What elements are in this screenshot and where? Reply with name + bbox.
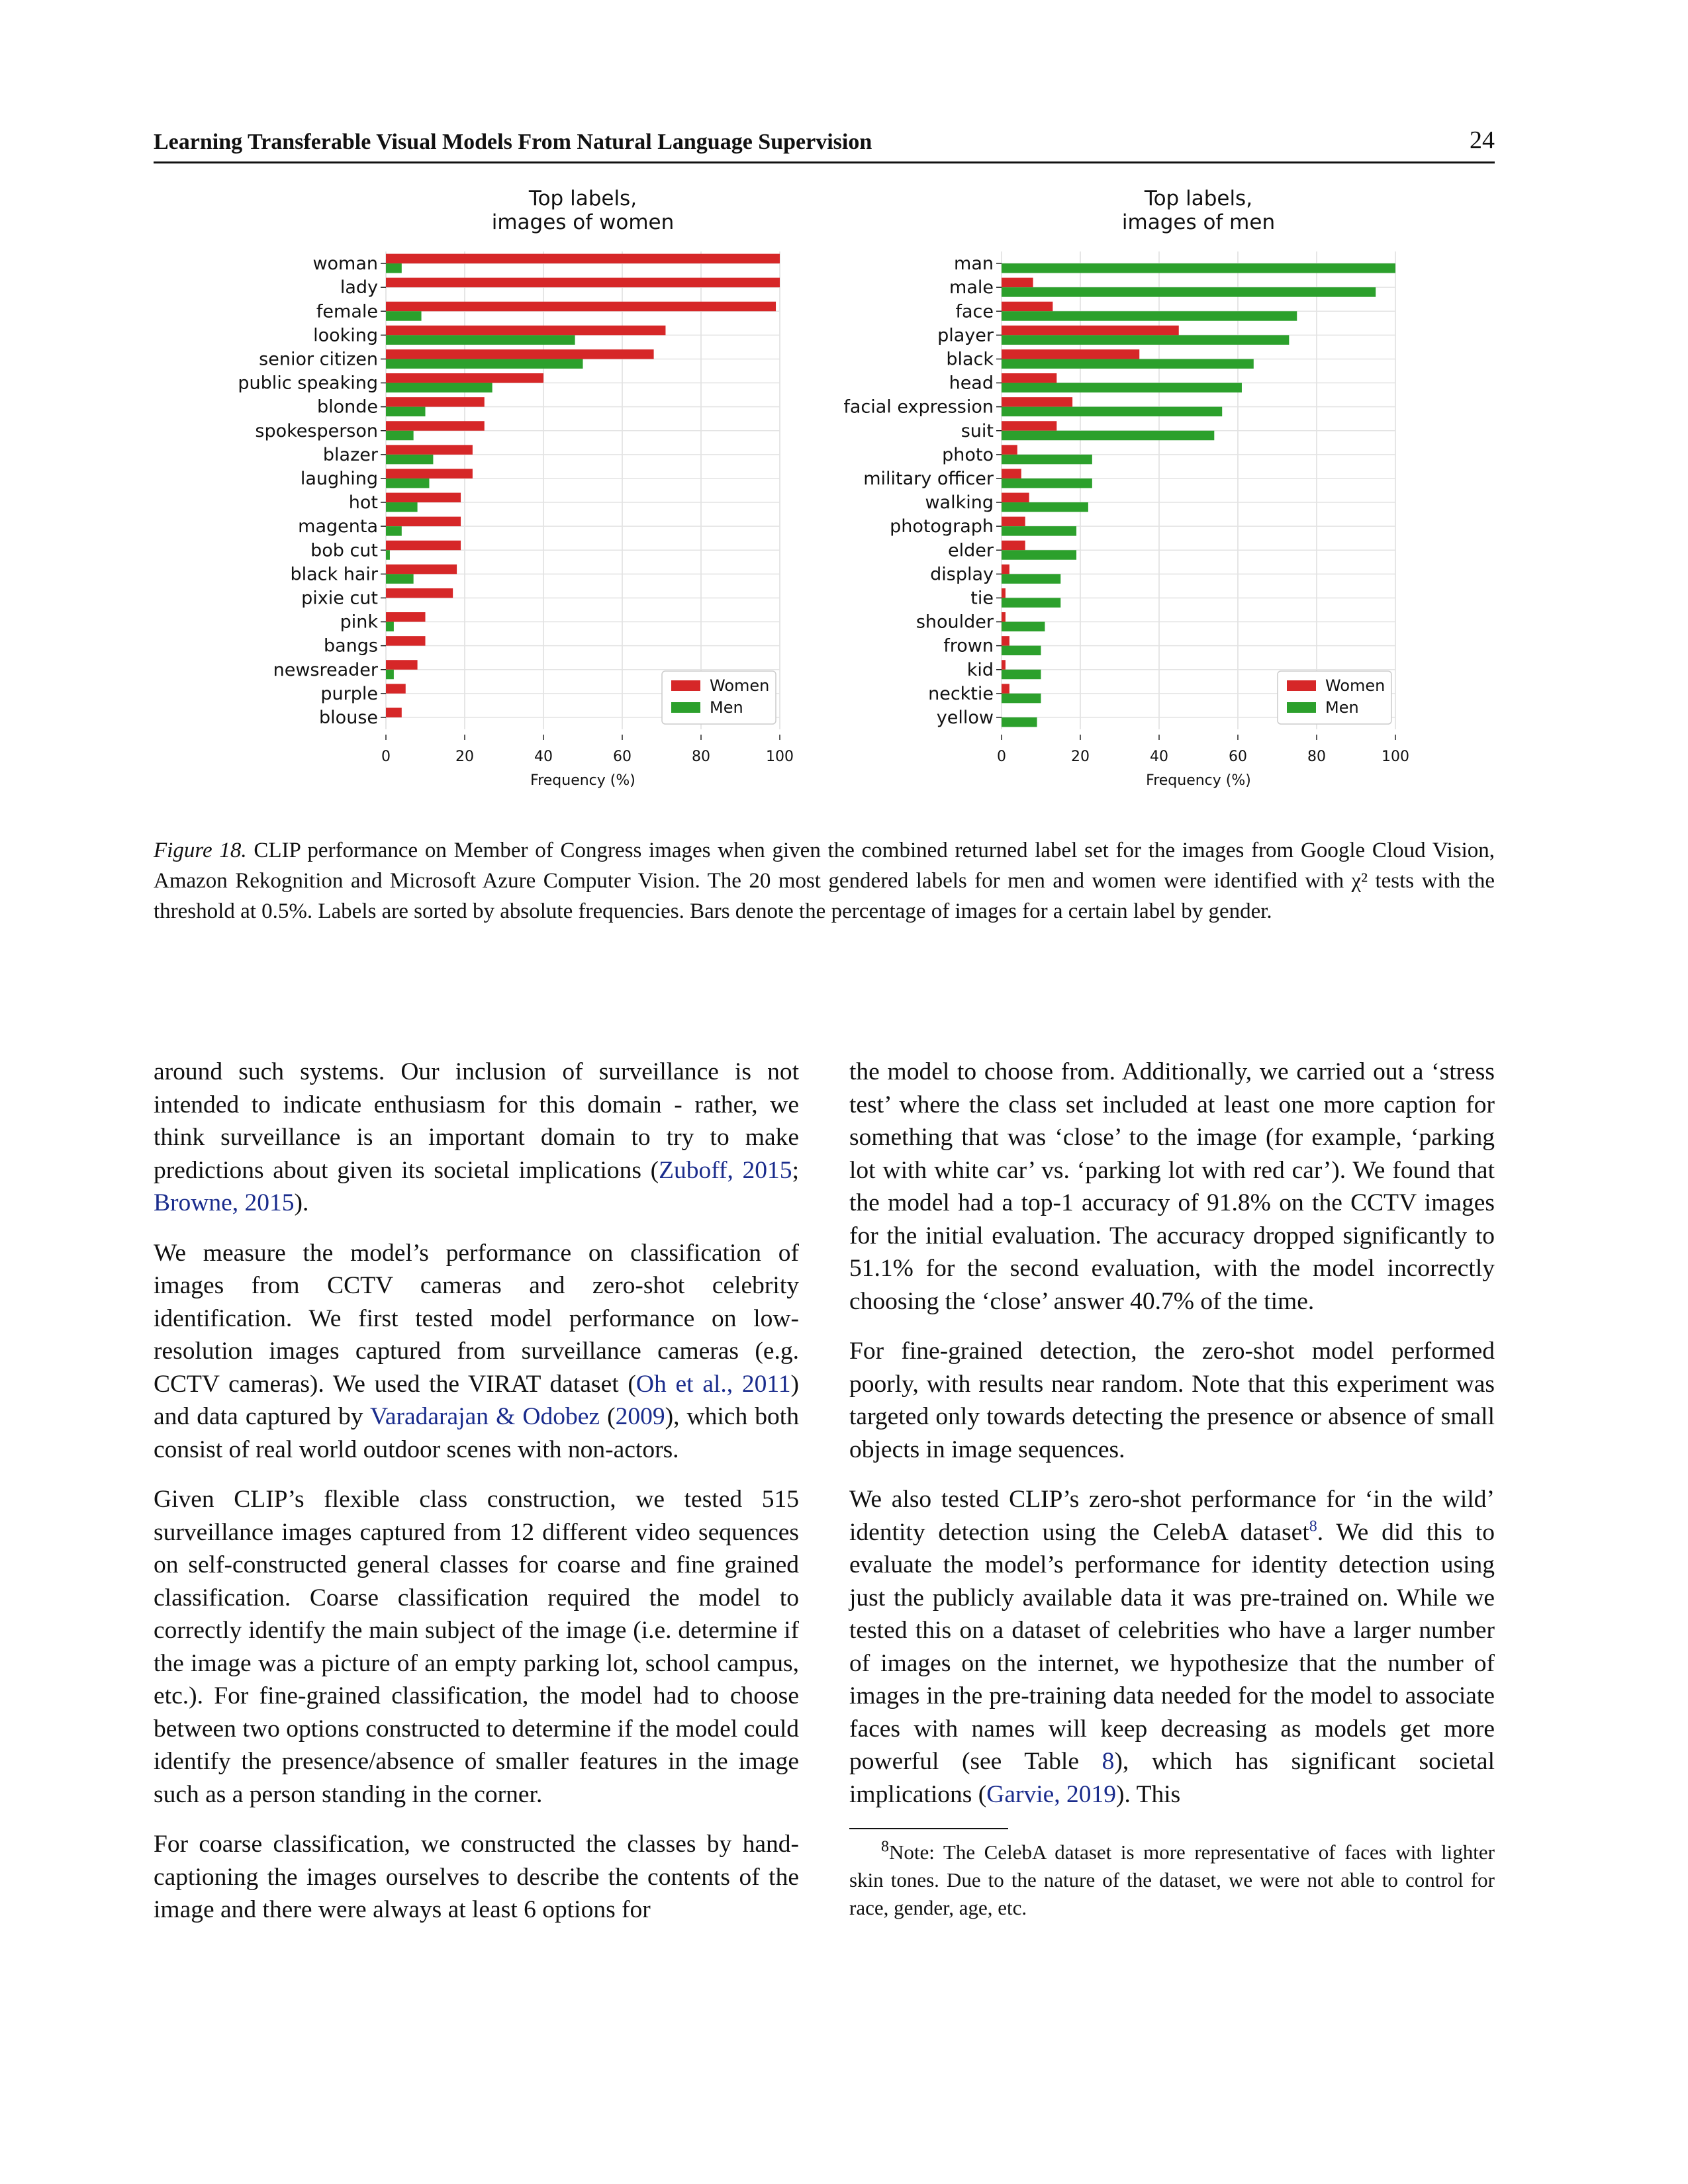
bar-women xyxy=(386,254,780,264)
legend-label: Men xyxy=(710,698,743,717)
x-tick-label: 40 xyxy=(534,749,553,765)
bar-men xyxy=(1002,622,1045,632)
x-tick-label: 100 xyxy=(1382,749,1409,765)
legend-swatch xyxy=(671,680,700,691)
bar-women xyxy=(386,421,485,431)
left-column xyxy=(154,1056,799,1944)
bar-men xyxy=(1002,502,1088,512)
bar-men xyxy=(386,574,414,584)
legend xyxy=(662,671,776,724)
text-run: ). xyxy=(294,1189,309,1216)
x-tick-label: 40 xyxy=(1150,749,1168,765)
bar-women xyxy=(386,445,473,455)
bar-men xyxy=(386,359,583,369)
x-tick-label: 60 xyxy=(1229,749,1247,765)
legend xyxy=(1278,671,1391,724)
bar-men xyxy=(1002,431,1214,441)
bar-men xyxy=(1002,407,1222,417)
text-run: . We did this to evaluate the model’s performance for identity detection using just the publicly available data it was pre-trained on. While we tested this on a dataset of celebrities who have a larger number of images on the internet, we hypothesize that the number of images in the pre-training data needed for the model to associate faces with names will keep decreasing as models get more powerful (see Table xyxy=(849,1518,1495,1775)
y-tick-label: laughing xyxy=(300,468,378,489)
y-tick-label: purple xyxy=(320,683,378,704)
x-tick-label: 20 xyxy=(1071,749,1090,765)
bar-men xyxy=(386,263,402,273)
footnote-link[interactable]: 8 xyxy=(1309,1518,1317,1535)
footnote-rule xyxy=(849,1828,1008,1829)
chart-title: images of men xyxy=(1121,210,1276,234)
bar-women xyxy=(386,636,426,646)
bar-men xyxy=(1002,646,1041,656)
y-tick-label: female xyxy=(316,301,378,322)
running-header xyxy=(154,126,1495,163)
bar-men xyxy=(1002,383,1242,393)
text-run: ( xyxy=(599,1403,616,1430)
y-tick-label: necktie xyxy=(928,683,994,704)
chart-men-labels xyxy=(761,185,1430,811)
paragraph xyxy=(154,1237,799,1467)
legend-swatch xyxy=(1287,680,1316,691)
y-tick-label: bangs xyxy=(323,635,378,657)
bar-men xyxy=(1002,550,1076,560)
footnote-mark: 8 xyxy=(881,1838,889,1856)
x-tick-label: 0 xyxy=(381,749,391,765)
y-tick-label: walking xyxy=(925,492,994,514)
figure-caption xyxy=(154,835,1495,927)
bar-men xyxy=(386,526,402,536)
y-tick-label: black hair xyxy=(290,564,378,585)
paragraph: For coarse classification, we constructed the classes by hand-captioning the images ourselves to describe the contents of the image and there were always at least 6 options for xyxy=(154,1831,799,1923)
y-tick-label: lady xyxy=(340,277,378,298)
bar-women xyxy=(386,373,543,383)
bar-women xyxy=(1002,517,1025,527)
bar-women xyxy=(1002,493,1029,503)
y-tick-label: player xyxy=(937,325,994,346)
right-column xyxy=(849,1056,1495,1939)
chart-title: Top labels, xyxy=(1144,187,1253,210)
bar-women xyxy=(1002,636,1009,646)
bar-men xyxy=(386,455,433,465)
x-tick-label: 80 xyxy=(1307,749,1326,765)
y-tick-label: newsreader xyxy=(273,659,378,680)
y-tick-label: blazer xyxy=(322,444,378,465)
text-run: ; xyxy=(792,1156,799,1184)
bar-men xyxy=(1002,670,1041,680)
y-tick-label: face xyxy=(955,301,994,322)
footnote-text: Note: The CelebA dataset is more representative of faces with lighter skin tones. Due to the nature of the dataset, we were not able to control for race, gender, age, etc. xyxy=(849,1841,1495,1919)
y-tick-label: looking xyxy=(313,325,378,346)
chart-women-labels xyxy=(146,185,814,811)
table-link[interactable]: 8 xyxy=(1102,1748,1115,1775)
bar-men xyxy=(386,335,575,344)
y-tick-label: elder xyxy=(948,540,994,561)
bar-women xyxy=(386,326,665,336)
legend-swatch xyxy=(1287,702,1316,713)
footnote xyxy=(849,1839,1495,1922)
legend-swatch xyxy=(671,702,700,713)
bar-women xyxy=(1002,684,1009,694)
x-tick-label: 80 xyxy=(692,749,710,765)
y-tick-label: tie xyxy=(970,588,994,609)
text-run: ), which both consist of real world outdoor scenes with non-actors. xyxy=(154,1403,799,1463)
y-tick-label: senior citizen xyxy=(259,349,378,370)
bar-women xyxy=(1002,445,1017,455)
bar-women xyxy=(386,707,402,717)
bar-men xyxy=(386,478,429,488)
bar-men xyxy=(1002,574,1060,584)
bar-women xyxy=(386,278,780,288)
bar-women xyxy=(1002,612,1006,622)
y-tick-label: public speaking xyxy=(238,373,378,394)
x-tick-label: 20 xyxy=(455,749,474,765)
bar-men xyxy=(1002,311,1297,321)
bar-women xyxy=(386,660,418,670)
bar-women xyxy=(1002,278,1033,288)
bar-men xyxy=(1002,694,1041,704)
y-tick-label: magenta xyxy=(298,516,378,537)
bar-women xyxy=(386,397,485,407)
bar-men xyxy=(386,407,426,417)
y-tick-label: black xyxy=(946,349,994,370)
bar-women xyxy=(386,517,461,527)
bar-women xyxy=(386,588,453,598)
bar-men xyxy=(386,311,422,321)
y-tick-label: yellow xyxy=(936,707,994,728)
y-tick-label: shoulder xyxy=(915,612,994,633)
text-run: ), which has significant societal implications ( xyxy=(849,1748,1495,1808)
chart-title: Top labels, xyxy=(528,187,637,210)
text-run: We also tested CLIP’s zero-shot performance for ‘in the wild’ identity detection using the CelebA dataset xyxy=(849,1486,1495,1546)
bar-women xyxy=(1002,469,1021,478)
paragraph: Given CLIP’s flexible class construction, we tested 515 surveillance images captured from 12 different video sequences on self-constructed general classes for coarse and fine grained classification. Coarse classification required the model to correctly identify the main subject of the image (i.e. determine if the image was a picture of an empty parking lot, school campus, etc.). For fine-grained classification, the model had to choose between two options constructed to determine if the model could identify the presence/absence of smaller features in the image such as a person standing in the corner. xyxy=(154,1486,799,1808)
page-number: 24 xyxy=(1470,126,1495,154)
bar-women xyxy=(1002,541,1025,551)
paragraph: For fine-grained detection, the zero-shot model performed poorly, with results near random. Note that this experiment was targeted only towards detecting the presence or absence of small objects in image sequences. xyxy=(849,1338,1495,1463)
bar-women xyxy=(386,302,776,312)
citation-link[interactable]: Browne, 2015 xyxy=(154,1189,295,1216)
y-tick-label: pixie cut xyxy=(301,588,378,609)
bar-women xyxy=(1002,397,1072,407)
y-tick-label: spokesperson xyxy=(255,420,378,441)
y-tick-label: head xyxy=(949,373,994,394)
y-tick-label: photograph xyxy=(890,516,994,537)
x-tick-label: 0 xyxy=(997,749,1006,765)
x-axis-label: Frequency (%) xyxy=(1146,772,1251,789)
bar-women xyxy=(1002,349,1139,359)
y-tick-label: hot xyxy=(348,492,378,514)
y-tick-label: military officer xyxy=(863,468,994,489)
legend-label: Men xyxy=(1325,698,1359,717)
bar-men xyxy=(386,622,394,632)
bar-women xyxy=(1002,660,1006,670)
x-tick-label: 60 xyxy=(613,749,632,765)
bar-women xyxy=(1002,326,1179,336)
y-tick-label: display xyxy=(930,564,994,585)
bar-men xyxy=(1002,455,1092,465)
y-tick-label: blouse xyxy=(319,707,378,728)
y-tick-label: kid xyxy=(966,659,994,680)
running-title: Learning Transferable Visual Models From Natural Language Supervision xyxy=(154,130,872,154)
text-run: We measure the model’s performance on classification of images from CCTV cameras and zero-shot celebrity identification. We first tested model performance on low-resolution images captured from surveillance cameras (e.g. CCTV cameras). We used the VIRAT dataset ( xyxy=(154,1239,799,1398)
y-tick-label: bob cut xyxy=(310,540,378,561)
chart-title: images of women xyxy=(491,210,675,234)
y-tick-label: pink xyxy=(340,612,378,633)
bar-men xyxy=(386,550,390,560)
caption-text: CLIP performance on Member of Congress images when given the combined returned label set for the images from Google Cloud Vision, Amazon Rekognition and Microsoft Azure Computer Vision. The 20 most gendered labels for men and women were identified with χ² tests with the threshold at 0.5%. Labels are sorted by absolute frequencies. Bars denote the percentage of images for a certain label by gender. xyxy=(154,839,1495,923)
y-tick-label: suit xyxy=(961,420,994,441)
bar-women xyxy=(386,565,457,574)
bar-men xyxy=(1002,359,1254,369)
y-tick-label: blonde xyxy=(316,396,378,418)
y-tick-label: woman xyxy=(312,253,378,275)
figure-label: Figure 18. xyxy=(154,839,247,862)
bar-women xyxy=(1002,421,1056,431)
citation-link[interactable]: Garvie, 2019 xyxy=(986,1780,1117,1808)
bar-men xyxy=(1002,287,1376,297)
bar-women xyxy=(1002,588,1006,598)
bar-women xyxy=(386,684,406,694)
text-run: around such systems. Our inclusion of surveillance is not intended to indicate enthusiasm for this domain - rather, we think surveillance is an important domain to try to make predictions about given its societal implications ( xyxy=(154,1058,799,1184)
bar-women xyxy=(1002,302,1053,312)
citation-link[interactable]: Oh et al., 2011 xyxy=(635,1370,791,1398)
citation-link[interactable]: Zuboff, 2015 xyxy=(659,1156,792,1184)
y-tick-label: frown xyxy=(943,635,994,657)
bar-men xyxy=(386,502,418,512)
bar-men xyxy=(1002,598,1060,608)
bar-women xyxy=(386,493,461,503)
bar-men xyxy=(386,431,414,441)
chart-women-svg xyxy=(146,185,814,807)
bar-women xyxy=(386,469,473,478)
paragraph: the model to choose from. Additionally, we carried out a ‘stress test’ where the class set included at least one more caption for something that was ‘close’ to the image (for example, ‘parking lot with white car’ vs. ‘parking lot with red car’). We found that the model had a top-1 accuracy of 91.8% on the CCTV images for the initial evaluation. The accuracy dropped significantly to 51.1% for the second evaluation, with the model incorrectly choosing the ‘close’ answer 40.7% of the time. xyxy=(849,1058,1495,1315)
bar-men xyxy=(1002,263,1395,273)
citation-link[interactable]: 2009 xyxy=(615,1403,665,1430)
y-tick-label: male xyxy=(949,277,994,298)
y-tick-label: photo xyxy=(942,444,994,465)
paragraph xyxy=(154,1056,799,1220)
citation-link[interactable]: Varadarajan & Odobez xyxy=(369,1403,600,1430)
bar-women xyxy=(1002,565,1009,574)
text-run: ). This xyxy=(1116,1780,1181,1808)
bar-women xyxy=(386,349,654,359)
chart-men-svg xyxy=(761,185,1430,807)
bar-men xyxy=(1002,478,1092,488)
text-run: ) and data captured by xyxy=(154,1370,799,1430)
y-tick-label: man xyxy=(954,253,994,275)
paragraph xyxy=(849,1483,1495,1811)
bar-men xyxy=(1002,526,1076,536)
y-tick-label: facial expression xyxy=(843,396,994,418)
bar-women xyxy=(1002,373,1056,383)
bar-women xyxy=(386,612,426,622)
bar-men xyxy=(1002,717,1037,727)
bar-men xyxy=(1002,335,1289,344)
x-axis-label: Frequency (%) xyxy=(530,772,635,789)
bar-men xyxy=(386,383,492,393)
bar-men xyxy=(386,670,394,680)
x-tick-label: 100 xyxy=(766,749,794,765)
legend-label: Women xyxy=(710,676,770,695)
legend-label: Women xyxy=(1325,676,1385,695)
bar-women xyxy=(386,541,461,551)
